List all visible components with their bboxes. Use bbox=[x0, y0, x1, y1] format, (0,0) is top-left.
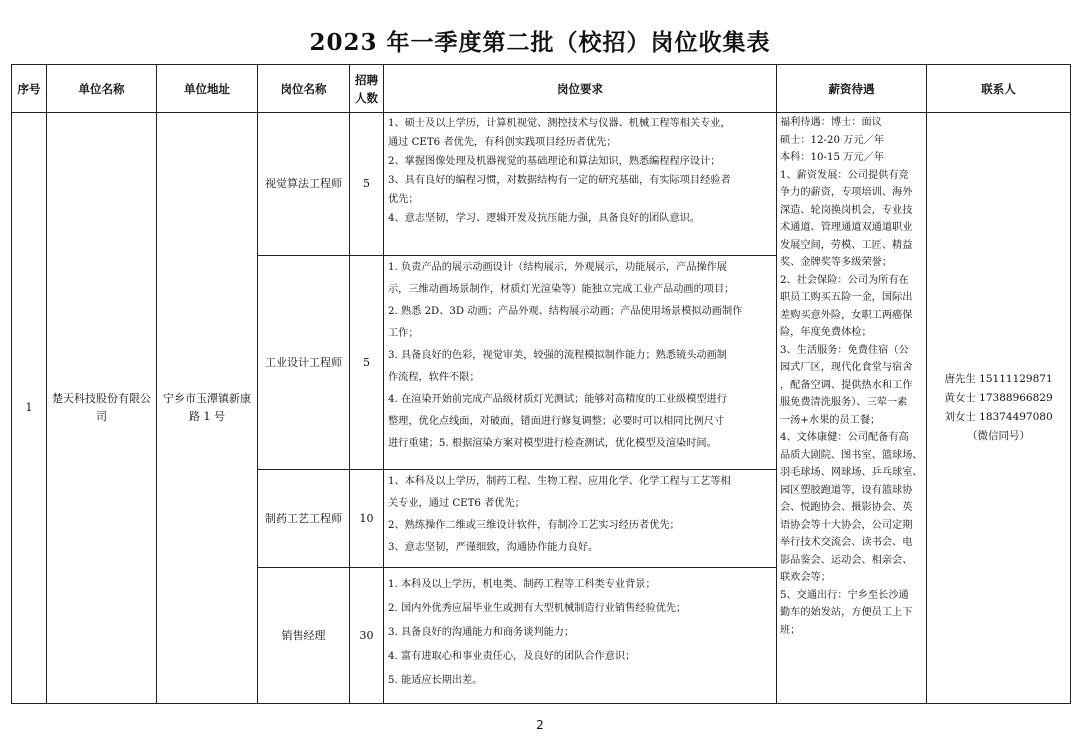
salary-line: 联欢会等； bbox=[780, 572, 831, 583]
position-requirements bbox=[384, 256, 777, 470]
salary-line: 影品鉴会、运动会、相亲会、 bbox=[780, 554, 913, 566]
position-name: 视觉算法工程师 bbox=[258, 113, 350, 256]
position-count: 30 bbox=[350, 568, 384, 704]
table-row bbox=[12, 113, 1071, 256]
salary-line: 职员工购买五险一金，国际出 bbox=[780, 292, 913, 303]
position-count: 5 bbox=[350, 256, 384, 470]
salary-benefits bbox=[777, 113, 927, 704]
position-requirements bbox=[384, 568, 777, 704]
salary-line: 1、薪资发展：公司提供有竞 bbox=[780, 169, 909, 181]
requirement-line: 示，三维动画场景制作，材质灯光渲染等）能独立完成工业产品动画的项目； bbox=[388, 284, 735, 295]
salary-line: 3、生活服务：免费住宿（公 bbox=[780, 344, 909, 356]
salary-line: 勤车的始发站，方便员工上下 bbox=[780, 607, 913, 618]
salary-line: 一汤+水果的员工餐； bbox=[780, 414, 881, 426]
header-address: 单位地址 bbox=[157, 65, 258, 113]
requirement-line: 3、意志坚韧，严谨细致，沟通协作能力良好。 bbox=[388, 542, 599, 553]
position-count: 10 bbox=[350, 470, 384, 568]
position-table bbox=[11, 64, 1071, 704]
salary-line: 羽毛球场、网球场、乒乓球室、 bbox=[780, 467, 923, 478]
salary-line: 园式厂区，现代化食堂与宿舍 bbox=[780, 362, 913, 373]
requirement-line: 优先； bbox=[388, 194, 419, 205]
requirement-line: 1. 负责产品的展示动画设计（结构展示，外观展示，功能展示，产品操作展 bbox=[388, 262, 727, 273]
contact-line: 黄女士 17388966829 bbox=[944, 392, 1053, 404]
requirement-line: 整理，优化点线面，对破面，错面进行修复调整；必要时可以相同比例尺寸 bbox=[388, 416, 725, 427]
salary-line: 差购买意外险，女职工两癌保 bbox=[780, 309, 913, 321]
header-salary: 薪资待遇 bbox=[777, 65, 927, 113]
page-number: 2 bbox=[536, 718, 544, 732]
salary-line: 4、文体康健：公司配备有高 bbox=[780, 432, 909, 443]
salary-line: 险，年度免费体检； bbox=[780, 327, 872, 338]
salary-line: 深造、轮岗换岗机会，专业技 bbox=[780, 204, 913, 216]
requirement-line: 2. 熟悉 2D、3D 动画；产品外观、结构展示动画；产品使用场景模拟动画制作 bbox=[388, 306, 743, 317]
row-index: 1 bbox=[12, 113, 47, 704]
position-requirements bbox=[384, 470, 777, 568]
contact-line: 唐先生 15111129871 bbox=[944, 373, 1053, 385]
salary-line: 会、悦跑协会、摄影协会、英 bbox=[780, 502, 913, 513]
salary-line: 班； bbox=[780, 624, 801, 636]
requirement-line: 3、具有良好的编程习惯，对数据结构有一定的研究基础，有实际项目经验者 bbox=[388, 175, 731, 186]
requirement-line: 2. 国内外优秀应届毕业生或拥有大型机械制造行业销售经验优先； bbox=[388, 603, 687, 614]
header-company: 单位名称 bbox=[47, 65, 157, 113]
salary-line: ，配备空调、提供热水和工作 bbox=[780, 379, 913, 391]
salary-line: 发展空间，劳模、工匠、精益 bbox=[780, 239, 913, 251]
salary-line: 品质大剧院、图书室、篮球场、 bbox=[780, 449, 923, 461]
requirement-line: 工作； bbox=[388, 328, 419, 339]
contact-info bbox=[927, 113, 1071, 704]
contact-line: 刘女士 18374497080 bbox=[944, 411, 1053, 423]
requirement-line: 1、硕士及以上学历，计算机视觉、测控技术与仪器、机械工程等相关专业， bbox=[388, 118, 731, 129]
header-row bbox=[12, 65, 1071, 113]
salary-line: 福利待遇：博士：面议 bbox=[780, 117, 882, 128]
salary-line: 5、交通出行：宁乡至长沙通 bbox=[780, 589, 909, 601]
salary-line: 术通道、管理通道双通道职业 bbox=[780, 222, 913, 233]
requirement-line: 通过 CET6 者优先，有科创实践项目经历者优先； bbox=[388, 137, 617, 148]
header-requirements: 岗位要求 bbox=[384, 65, 777, 113]
position-name: 制药工艺工程师 bbox=[258, 470, 350, 568]
header-count-line2: 人数 bbox=[355, 90, 378, 105]
document-title: 2023 年一季度第二批（校招）岗位收集表 bbox=[309, 29, 771, 56]
salary-line: 奖、金牌奖等多级荣誉； bbox=[780, 257, 893, 268]
header-index: 序号 bbox=[12, 65, 47, 113]
requirement-line: 2、熟练操作二维或三维设计软件，有制冷工艺实习经历者优先； bbox=[388, 520, 680, 531]
position-name: 工业设计工程师 bbox=[258, 256, 350, 470]
requirement-line: 关专业，通过 CET6 者优先； bbox=[388, 498, 525, 509]
requirement-line: 4、意志坚韧，学习、逻辑开发及抗压能力强，具备良好的团队意识。 bbox=[388, 213, 701, 224]
company-name: 楚天科技股份有限公司 bbox=[47, 113, 157, 704]
header-count-line1: 招聘 bbox=[355, 72, 378, 87]
requirement-line: 3. 具备良好的色彩，视觉审美，较强的流程模拟制作能力；熟悉镜头动画制 bbox=[388, 350, 727, 361]
salary-line: 举行技术交流会、读书会、电 bbox=[780, 537, 913, 548]
salary-line: 硕士：12-20 万元／年 bbox=[780, 134, 884, 146]
position-count: 5 bbox=[350, 113, 384, 256]
requirement-line: 4. 在渲染开始前完成产品级材质灯光测试；能够对高精度的工业级模型进行 bbox=[388, 394, 727, 405]
header-contact: 联系人 bbox=[927, 65, 1071, 113]
requirement-line: 2、掌握图像处理及机器视觉的基础理论和算法知识，熟悉编程程序设计； bbox=[388, 156, 721, 167]
requirement-line: 作流程，软件不限； bbox=[388, 372, 480, 383]
position-name: 销售经理 bbox=[258, 568, 350, 704]
salary-line: 服免费清洗服务）、三荤一素 bbox=[780, 397, 908, 408]
requirement-line: 4. 富有进取心和事业责任心，及良好的团队合作意识； bbox=[388, 651, 636, 662]
company-address: 宁乡市玉潭镇新康路 1 号 bbox=[157, 113, 258, 704]
header-count bbox=[350, 65, 384, 113]
salary-line: 2、社会保险：公司为所有在 bbox=[780, 274, 909, 286]
contact-line: （微信同号） bbox=[967, 430, 1030, 442]
requirement-line: 5. 能适应长期出差。 bbox=[388, 675, 483, 686]
requirement-line: 1、本科及以上学历，制药工程、生物工程、应用化学、化学工程与工艺等相 bbox=[388, 476, 731, 487]
salary-line: 园区塑胶跑道等，设有篮球协 bbox=[780, 484, 913, 496]
position-requirements bbox=[384, 113, 777, 256]
salary-line: 语协会等十大协会，公司定期 bbox=[780, 519, 913, 531]
header-position: 岗位名称 bbox=[258, 65, 350, 113]
requirement-line: 3. 具备良好的沟通能力和商务谈判能力； bbox=[388, 627, 575, 638]
salary-line: 争力的薪资，专项培训、海外 bbox=[780, 187, 913, 198]
requirement-line: 1. 本科及以上学历，机电类、制药工程等工科类专业背景； bbox=[388, 579, 656, 590]
salary-line: 本科：10-15 万元／年 bbox=[780, 152, 884, 163]
requirement-line: 进行重建；5. 根据渲染方案对模型进行检查测试，优化模型及渲染时间。 bbox=[388, 438, 717, 449]
